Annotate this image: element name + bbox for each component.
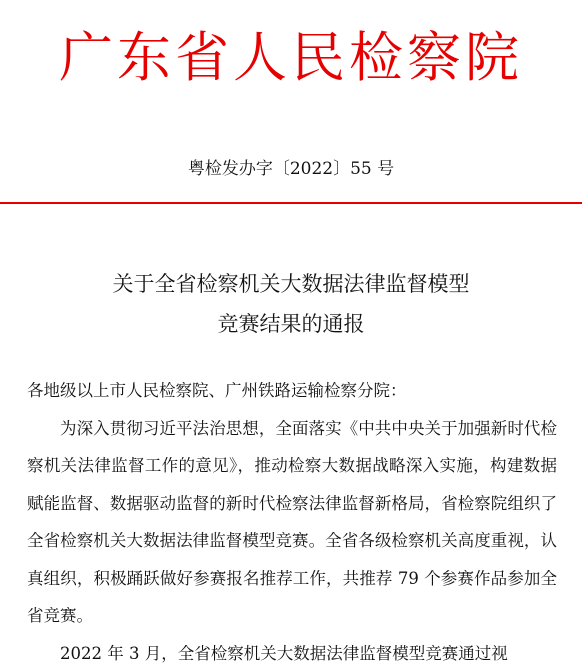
document-title-line-1: 关于全省检察机关大数据法律监督模型 <box>0 264 582 304</box>
red-divider-line <box>0 202 582 204</box>
document-number: 粤检发办字〔2022〕55 号 <box>0 157 582 181</box>
issuing-authority-title: 广东省人民检察院 <box>0 18 582 98</box>
body-paragraph-1: 为深入贯彻习近平法治思想，全面落实《中共中央关于加强新时代检察机关法律监督工作的意见》，推动检察大数据战略深入实施，构建数据赋能监督、数据驱动监督的新时代检察法律监督新格局，省检察院组织了全省检察机关大数据法律监督模型竞赛。全省各级检察机关高度重视，认真组织，积极踊跃做好参赛报名推荐工作，共推荐 79 个参赛作品参加全省竞赛。 <box>27 410 557 635</box>
document-body <box>27 372 557 672</box>
addressee: 各地级以上市人民检察院、广州铁路运输检察分院： <box>27 372 557 410</box>
body-paragraph-2: 2022 年 3 月，全省检察机关大数据法律监督模型竞赛通过视 <box>27 635 557 672</box>
document-title <box>0 264 582 344</box>
document-title-line-2: 竞赛结果的通报 <box>0 304 582 344</box>
